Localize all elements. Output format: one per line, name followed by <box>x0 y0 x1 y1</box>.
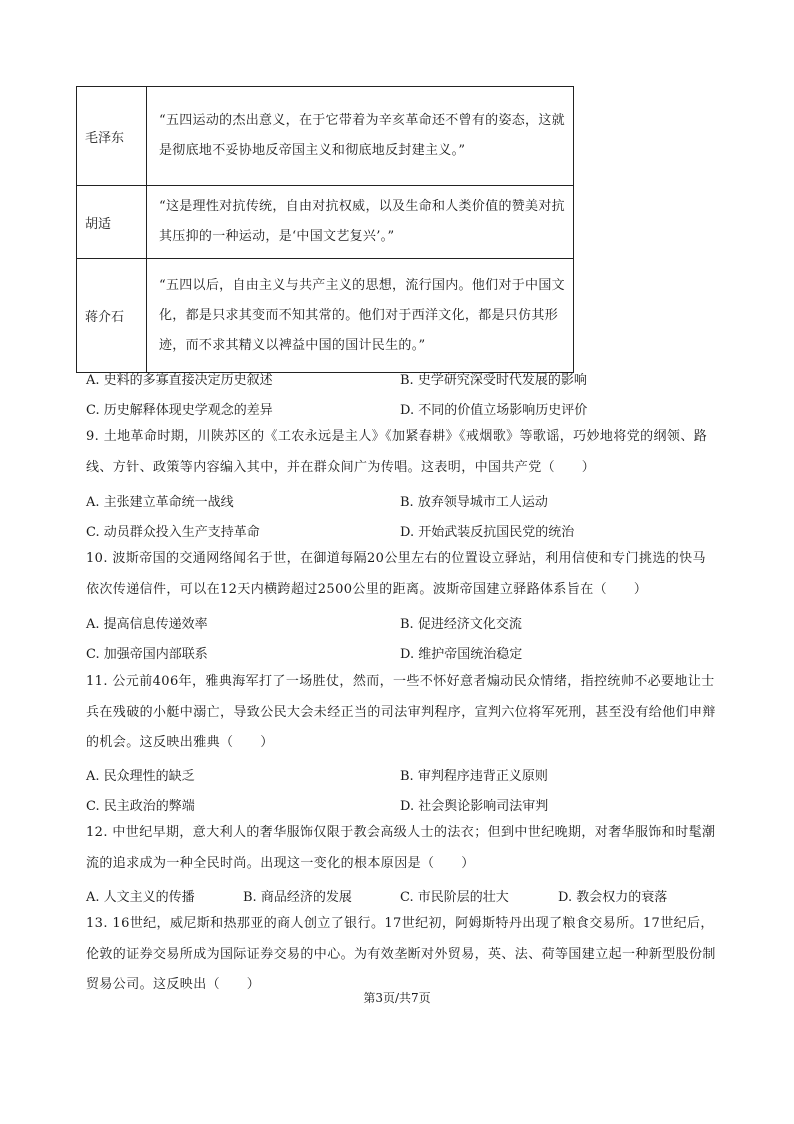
q11-option-a[interactable]: A. 民众理性的缺乏 <box>86 769 195 784</box>
q12-stem: 12. 中世纪早期，意大利人的奢华服饰仅限于教会高级人士的法衣；但到中世纪晚期，对奢华服饰和时髦潮流的追求成为一种全民时尚。出现这一变化的根本原因是（ ） <box>86 825 716 871</box>
quote-cell: “这是理性对抗传统，自由对抗权威，以及生命和人类价值的赞美对抗其压抑的一种运动，是‘中国文艺复兴’。” <box>147 186 574 259</box>
quote-table <box>76 86 574 373</box>
table-row <box>77 186 574 259</box>
q10-stem: 10. 波斯帝国的交通网络闻名于世，在御道每隔20公里左右的位置设立驿站，利用信使和专门挑选的快马依次传递信件，可以在12天内横跨超过2500公里的距离。波斯帝国建立驿路体系旨在（ ） <box>86 551 706 597</box>
q9-option-a[interactable]: A. 主张建立革命统一战线 <box>86 495 234 510</box>
q10-option-d[interactable]: D. 维护帝国统治稳定 <box>400 647 523 662</box>
q12-option-b[interactable]: B. 商品经济的发展 <box>243 890 352 905</box>
q10-option-a[interactable]: A. 提高信息传递效率 <box>86 617 208 632</box>
q8-option-d[interactable]: D. 不同的价值立场影响历史评价 <box>400 403 588 418</box>
person-cell: 胡适 <box>77 186 147 259</box>
q8-option-c[interactable]: C. 历史解释体现史学观念的差异 <box>86 403 273 418</box>
q11-option-d[interactable]: D. 社会舆论影响司法审判 <box>400 799 549 814</box>
q12-option-d[interactable]: D. 教会权力的衰落 <box>558 890 668 905</box>
q13-stem: 13. 16世纪，威尼斯和热那亚的商人创立了银行。17世纪初，阿姆斯特丹出现了粮食交易所。17世纪后，伦敦的证券交易所成为国际证券交易的中心。为有效垄断对外贸易，英、法、荷等国建立起一种新型股份制贸易公司。这反映出（ ） <box>86 916 716 992</box>
q10-option-c[interactable]: C. 加强帝国内部联系 <box>86 647 208 662</box>
q9-option-c[interactable]: C. 动员群众投入生产支持革命 <box>86 525 260 540</box>
table-row <box>77 259 574 373</box>
q9-stem: 9. 土地革命时期，川陕苏区的《工农永远是主人》《加紧春耕》《戒烟歌》等歌谣，巧妙地将党的纲领、路线、方针、政策等内容编入其中，并在群众间广为传唱。这表明，中国共产党（ ） <box>86 429 708 475</box>
q12-option-c[interactable]: C. 市民阶层的壮大 <box>400 890 509 905</box>
q8-option-b[interactable]: B. 史学研究深受时代发展的影响 <box>400 373 587 388</box>
q9-option-b[interactable]: B. 放弃领导城市工人运动 <box>400 495 548 510</box>
q10-option-b[interactable]: B. 促进经济文化交流 <box>400 617 522 632</box>
quote-cell: “五四运动的杰出意义，在于它带着为辛亥革命还不曾有的姿态，这就是彻底地不妥协地反帝国主义和彻底地反封建主义。” <box>147 87 574 186</box>
q8-option-a[interactable]: A. 史料的多寡直接决定历史叙述 <box>86 373 273 388</box>
q12-option-a[interactable]: A. 人文主义的传播 <box>86 890 195 905</box>
page-number: 第3页/共7页 <box>363 991 431 1005</box>
person-cell: 毛泽东 <box>77 87 147 186</box>
table-row <box>77 87 574 186</box>
person-cell: 蒋介石 <box>77 259 147 373</box>
q9-option-d[interactable]: D. 开始武装反抗国民党的统治 <box>400 525 575 540</box>
quote-cell: “五四以后，自由主义与共产主义的思想，流行国内。他们对于中国文化，都是只求其变而不知其常的。他们对于西洋文化，都是只仿其形迹，而不求其精义以裨益中国的国计民生的。” <box>147 259 574 373</box>
q11-stem: 11. 公元前406年，雅典海军打了一场胜仗，然而，一些不怀好意者煽动民众情绪，指控统帅不必要地让士兵在残破的小艇中溺亡，导致公民大会未经正当的司法审判程序，宣判六位将军死刑，甚至没有给他们申辩的机会。这反映出雅典（ ） <box>86 674 716 750</box>
q11-option-b[interactable]: B. 审判程序违背正义原则 <box>400 769 548 784</box>
q11-option-c[interactable]: C. 民主政治的弊端 <box>86 799 195 814</box>
